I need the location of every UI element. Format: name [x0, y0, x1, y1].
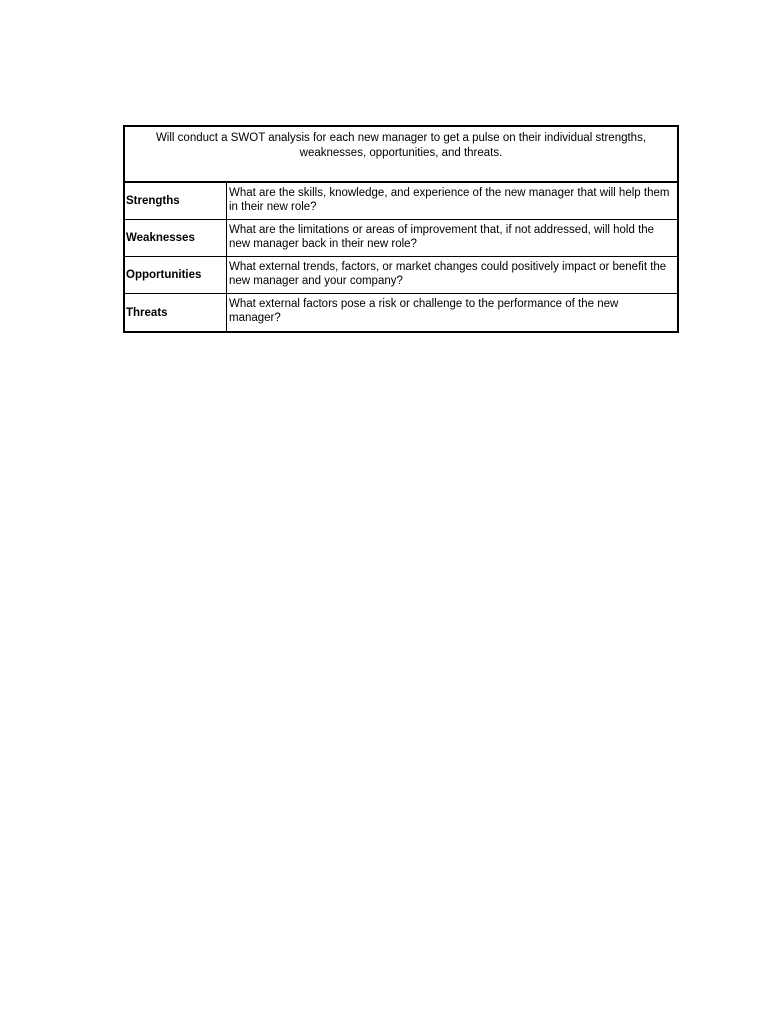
swot-description-strengths: What are the skills, knowledge, and experience of the new manager that will help them in their new role? — [229, 187, 670, 213]
swot-table — [123, 125, 679, 333]
swot-row-weaknesses — [125, 220, 677, 257]
swot-table-header: Will conduct a SWOT analysis for each new manager to get a pulse on their individual strengths, weaknesses, opportunities, and threats. — [125, 127, 677, 183]
swot-label-threats: Threats — [125, 294, 227, 331]
swot-description-opportunities: What external trends, factors, or market changes could positively impact or benefit the new manager and your company? — [229, 261, 667, 287]
swot-description-weaknesses: What are the limitations or areas of improvement that, if not addressed, will hold the new manager back in their new role? — [229, 224, 655, 250]
swot-label-opportunities: Opportunities — [125, 257, 227, 293]
swot-row-threats — [125, 294, 677, 331]
swot-label-strengths: Strengths — [125, 183, 227, 219]
swot-row-strengths — [125, 183, 677, 220]
swot-description-threats: What external factors pose a risk or challenge to the performance of the new manager? — [229, 298, 619, 324]
swot-row-opportunities — [125, 257, 677, 294]
swot-label-weaknesses: Weaknesses — [125, 220, 227, 256]
